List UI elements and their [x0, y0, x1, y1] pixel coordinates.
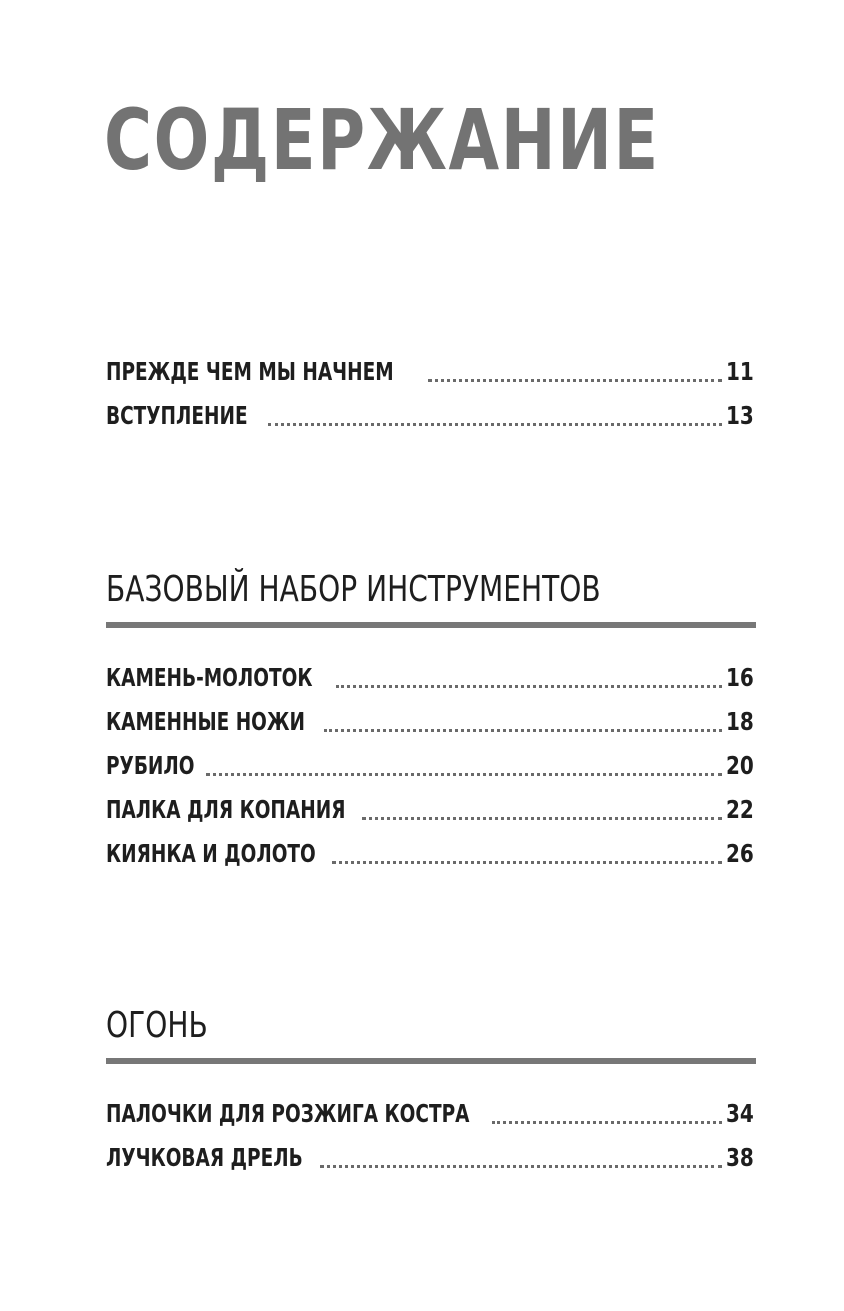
toc-entry-label: ПАЛКА ДЛЯ КОПАНИЯ — [106, 795, 346, 824]
toc-dot-leader — [332, 861, 722, 864]
toc-dot-leader — [492, 1121, 722, 1124]
toc-entry-page: 34 — [726, 1099, 754, 1128]
toc-section-list — [106, 1092, 754, 1180]
toc-entry-page: 38 — [726, 1143, 754, 1172]
section-heading — [106, 564, 756, 648]
section-heading — [106, 1000, 756, 1084]
toc-entry[interactable] — [106, 744, 754, 788]
toc-entry-page: 22 — [726, 795, 754, 824]
toc-dot-leader — [428, 379, 722, 382]
section-heading-title: БАЗОВЫЙ НАБОР ИНСТРУМЕНТОВ — [106, 569, 601, 610]
toc-entry[interactable] — [106, 832, 754, 876]
toc-entry-page: 18 — [726, 707, 754, 736]
section-divider — [106, 622, 756, 628]
toc-entry-label: ЛУЧКОВАЯ ДРЕЛЬ — [106, 1143, 303, 1172]
toc-entry-label: ПРЕЖДЕ ЧЕМ МЫ НАЧНЕМ — [106, 357, 394, 386]
toc-intro-list — [106, 350, 754, 438]
toc-dot-leader — [362, 817, 722, 820]
toc-entry-page: 13 — [726, 401, 754, 430]
toc-entry[interactable] — [106, 394, 754, 438]
toc-entry-page: 11 — [726, 357, 754, 386]
toc-entry-label: РУБИЛО — [106, 751, 195, 780]
toc-dot-leader — [206, 773, 722, 776]
toc-entry-page: 16 — [726, 663, 754, 692]
toc-entry[interactable] — [106, 700, 754, 744]
toc-entry-label: ПАЛОЧКИ ДЛЯ РОЗЖИГА КОСТРА — [106, 1099, 470, 1128]
section-divider — [106, 1058, 756, 1064]
toc-dot-leader — [324, 729, 722, 732]
toc-entry-label: КАМЕННЫЕ НОЖИ — [106, 707, 306, 736]
toc-entry-label: КИЯНКА И ДОЛОТО — [106, 839, 316, 868]
section-heading-title: ОГОНЬ — [106, 1005, 208, 1046]
toc-entry[interactable] — [106, 1092, 754, 1136]
toc-dot-leader — [320, 1165, 722, 1168]
toc-entry-label: ВСТУПЛЕНИЕ — [106, 401, 248, 430]
toc-dot-leader — [336, 685, 722, 688]
toc-entry[interactable] — [106, 1136, 754, 1180]
toc-dot-leader — [268, 423, 722, 426]
toc-section-list — [106, 656, 754, 876]
toc-entry-page: 20 — [726, 751, 754, 780]
toc-entry[interactable] — [106, 350, 754, 394]
toc-entry-label: КАМЕНЬ-МОЛОТОК — [106, 663, 313, 692]
toc-entry[interactable] — [106, 788, 754, 832]
toc-entry-page: 26 — [726, 839, 754, 868]
toc-entry[interactable] — [106, 656, 754, 700]
page-title: СОДЕРЖАНИЕ — [104, 91, 660, 189]
